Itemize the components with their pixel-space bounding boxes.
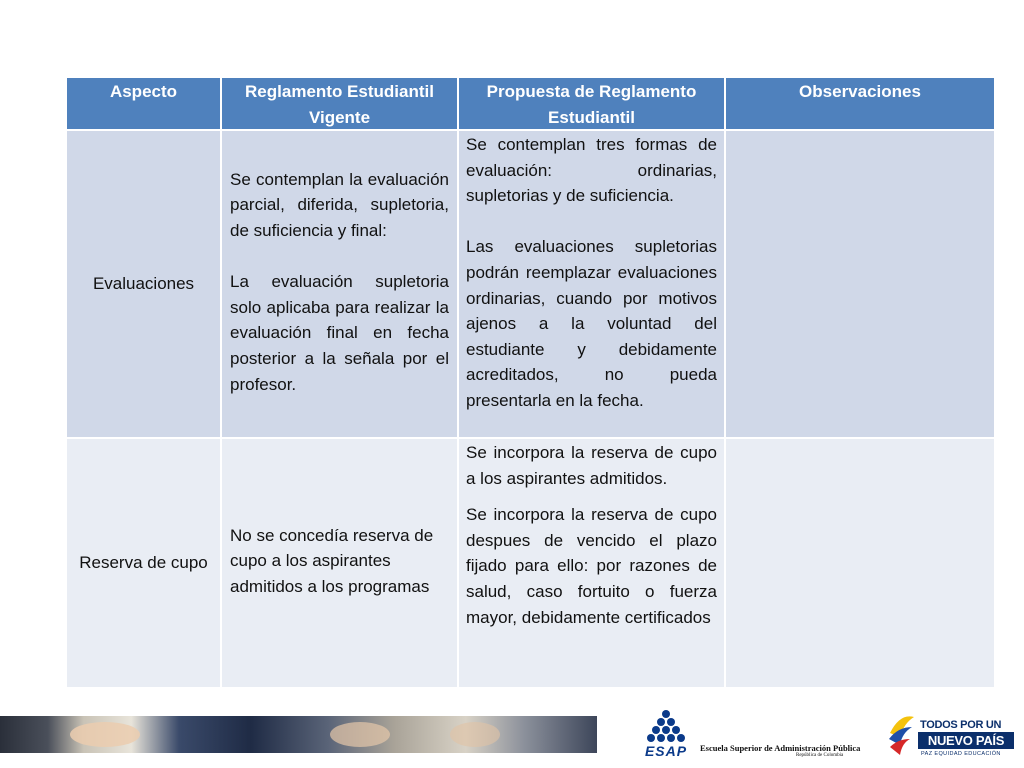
row-evaluaciones-observations (726, 131, 994, 437)
row-reserva-observations (726, 439, 994, 687)
header-observations: Observaciones (726, 78, 994, 129)
footer-photo-strip (0, 716, 597, 753)
regulation-comparison-table (67, 78, 988, 683)
row-reserva-proposal (459, 439, 724, 687)
row-evaluaciones-proposal (459, 131, 724, 437)
proposal-paragraph: Se incorpora la reserva de cupo a los aspirantes admitidos. (466, 443, 717, 488)
campaign-main: NUEVO PAÍS (918, 732, 1014, 749)
row-evaluaciones-aspect: Evaluaciones (67, 131, 220, 437)
esap-country: República de Colombia (796, 753, 844, 758)
row-evaluaciones-current (222, 131, 457, 437)
esap-logo-letters: ESAP (644, 743, 688, 759)
row-reserva-current (222, 439, 457, 687)
header-proposed-regulation: Propuesta de Reglamento Estudiantil (459, 78, 724, 129)
campaign-top: TODOS POR UN (920, 719, 1002, 731)
colombia-flag-emblem-icon (886, 713, 916, 759)
current-paragraph: La evaluación supletoria solo aplicaba para realizar la evaluación final en fecha posterior a la señala por el profesor. (230, 272, 449, 394)
current-paragraph: Se contemplan la evaluación parcial, diferida, supletoria, de suficiencia y final: (230, 169, 449, 241)
campaign-sub: PAZ EQUIDAD EDUCACIÓN (921, 751, 1001, 757)
header-current-regulation: Reglamento Estudiantil Vigente (222, 78, 457, 129)
esap-name: Escuela Superior de Administración Pública (700, 743, 861, 753)
header-aspect: Aspecto (67, 78, 220, 129)
row-reserva-aspect: Reserva de cupo (67, 439, 220, 687)
current-paragraph: No se concedía reserva de cupo a los aspirantes admitidos a los programas (230, 525, 434, 596)
proposal-paragraph: Se contemplan tres formas de evaluación: ordinarias, supletorias y de suficiencia. (466, 135, 717, 206)
proposal-paragraph: Se incorpora la reserva de cupo despues de vencido el plazo fijado para ello: por razones de salud, caso fortuito o fuerza mayor, debidamente certificados (466, 505, 717, 627)
proposal-paragraph: Las evaluaciones supletorias podrán reemplazar evaluaciones ordinarias, cuando por motivos ajenos a la voluntad del estudiante y debidamente acreditados, no pueda presentarla en la fecha. (466, 237, 717, 410)
